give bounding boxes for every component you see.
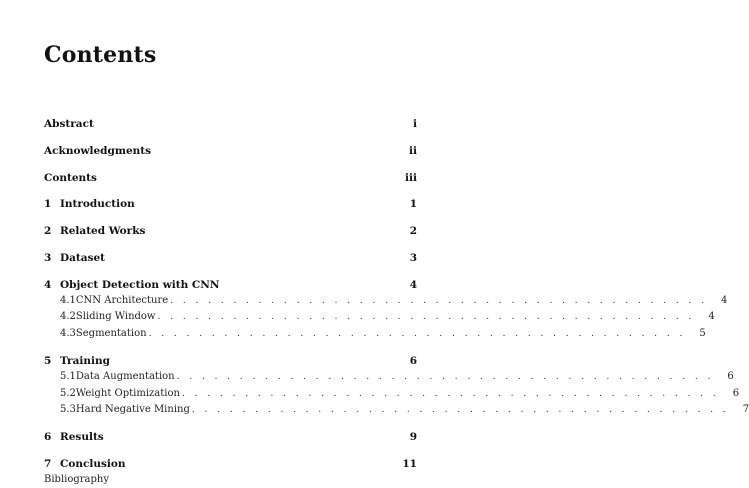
toc-chapter-5[interactable]: [44, 353, 417, 369]
toc-chapter-page: 11: [402, 458, 417, 471]
toc-chapter-label: Conclusion: [60, 458, 126, 471]
toc-section-number: 4.2: [60, 311, 76, 323]
toc-chapter-page: 4: [409, 278, 417, 291]
toc-entry-label: Abstract: [44, 118, 94, 130]
toc-entry-contents[interactable]: [44, 170, 417, 186]
toc-section-page: 4: [720, 294, 728, 306]
toc-chapter-1[interactable]: [44, 196, 417, 212]
toc-section-page: 4: [708, 311, 715, 323]
toc-section-number: 5.1: [60, 371, 76, 383]
toc-entry-bibliography[interactable]: [44, 472, 417, 488]
toc-chapter-label: Results: [60, 431, 104, 444]
toc-section-4-1[interactable]: [44, 293, 728, 310]
toc-chapter-label: Training: [60, 355, 110, 368]
toc-section-label: Weight Optimization: [75, 387, 180, 399]
toc-chapter-3[interactable]: [44, 250, 417, 266]
toc-section-label: Hard Negative Mining: [75, 404, 190, 416]
dot-leader: . . . . . . . . . . . . . . . . . . . . . . . . . . . . . . . . . . . . . . . . . . .: [181, 387, 720, 399]
toc-entry-acknowledgments[interactable]: [44, 143, 417, 159]
toc-entry-page: iii: [405, 171, 417, 184]
toc-section-number: 4.3: [60, 327, 76, 339]
dot-leader: . . . . . . . . . . . . . . . . . . . . . . . . . . . . . . . . . . . . . . . . . . .: [176, 371, 714, 383]
toc-chapter-number: 1: [44, 198, 52, 211]
toc-section-label: Sliding Window: [75, 311, 156, 323]
toc-section-number: 4.1: [60, 294, 76, 306]
toc-chapter-page: 2: [409, 225, 417, 238]
toc-chapter-page: 1: [409, 198, 417, 211]
toc-chapter-page: 9: [409, 431, 417, 444]
toc-chapter-page: 6: [409, 355, 417, 368]
toc-chapter-label: Related Works: [60, 225, 146, 238]
toc-section-page: 7: [742, 404, 749, 416]
dot-leader: . . . . . . . . . . . . . . . . . . . . . . . . . . . . . . . . . . . . . . . . . . .: [148, 327, 686, 339]
toc-section-4-3[interactable]: [44, 326, 706, 343]
toc-chapter-label: Object Detection with CNN: [60, 278, 220, 291]
toc-chapter-number: 4: [44, 278, 52, 291]
toc-section-5-3[interactable]: [44, 402, 749, 419]
toc-section-5-1[interactable]: [44, 369, 734, 386]
toc-section-label: Segmentation: [75, 327, 147, 339]
toc-chapter-label: Introduction: [60, 198, 135, 211]
toc-entry-page: ii: [409, 144, 417, 157]
toc-section-label: CNN Architecture: [75, 294, 169, 306]
toc-chapter-page: 3: [409, 251, 417, 264]
toc-chapter-number: 3: [44, 251, 52, 264]
toc-entry-label: Acknowledgments: [44, 144, 152, 157]
dot-leader: . . . . . . . . . . . . . . . . . . . . . . . . . . . . . . . . . . . . . . . . . . .: [170, 294, 708, 306]
toc-entry-page: i: [413, 118, 417, 130]
toc-chapter-6[interactable]: [44, 429, 417, 445]
toc-section-page: 6: [732, 387, 740, 399]
toc-section-number: 5.2: [60, 387, 76, 399]
toc-chapter-number: 5: [44, 355, 52, 368]
toc-entry-label: Contents: [44, 171, 97, 184]
toc-section-number: 5.3: [60, 404, 76, 416]
toc-section-label: Data Augmentation: [75, 371, 175, 383]
toc-section-page: 5: [699, 327, 706, 339]
toc-chapter-label: Dataset: [60, 251, 106, 264]
toc-chapter-number: 6: [44, 431, 52, 444]
table-of-contents: [44, 116, 749, 488]
toc-chapter-number: 7: [44, 458, 52, 471]
toc-chapter-4[interactable]: [44, 277, 417, 293]
toc-section-page: 6: [727, 371, 734, 383]
toc-chapter-number: 2: [44, 225, 52, 238]
toc-section-5-2[interactable]: [44, 386, 740, 403]
toc-section-4-2[interactable]: [44, 309, 715, 326]
toc-chapter-7[interactable]: [44, 456, 417, 472]
dot-leader: . . . . . . . . . . . . . . . . . . . . . . . . . . . . . . . . . . . . . . . . . . .: [191, 404, 730, 416]
toc-entry-label: Bibliography: [44, 474, 109, 486]
page-title: Contents: [44, 42, 157, 68]
toc-chapter-2[interactable]: [44, 223, 417, 239]
toc-entry-abstract[interactable]: [44, 116, 417, 132]
dot-leader: . . . . . . . . . . . . . . . . . . . . . . . . . . . . . . . . . . . . . . . . . . .: [157, 311, 695, 323]
